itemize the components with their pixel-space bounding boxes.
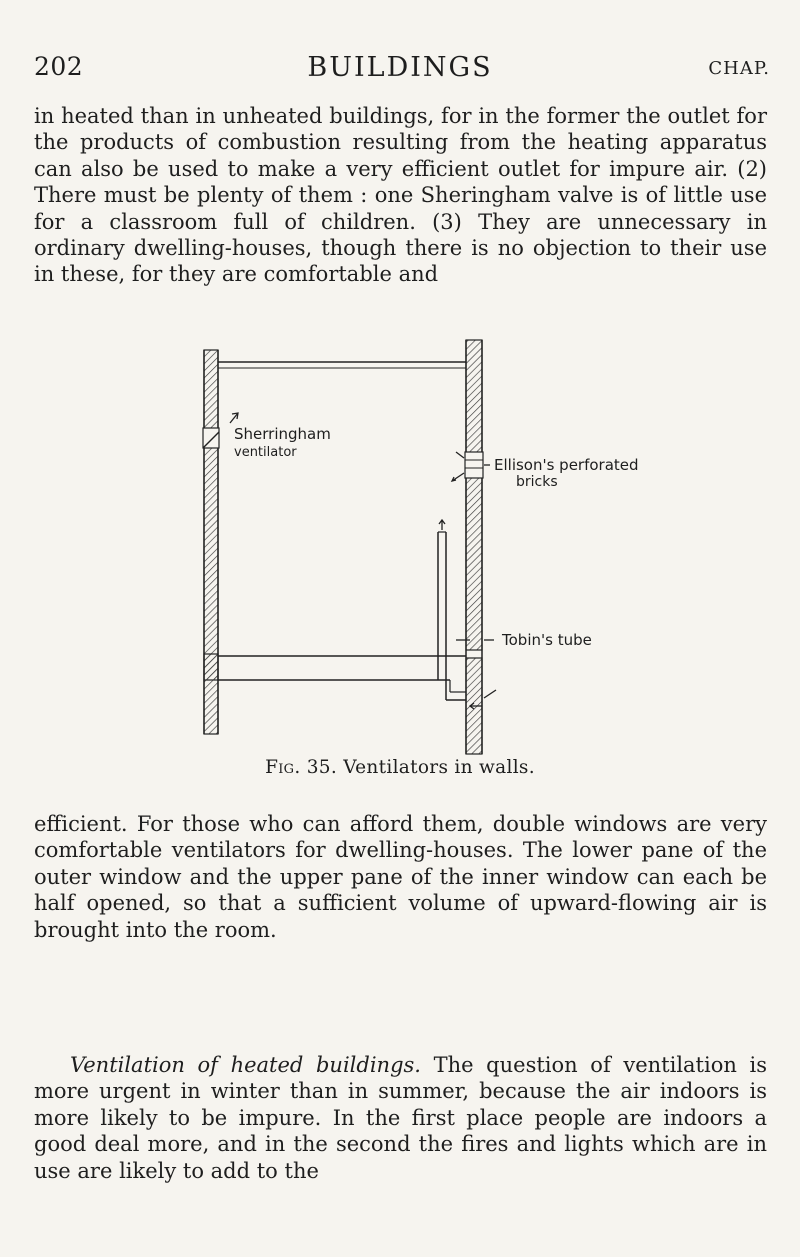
- page-header: [0, 52, 800, 86]
- section-heading: Ventilation of heated buildings.: [70, 1053, 421, 1077]
- figure-caption: [0, 757, 800, 778]
- chapter-mark: CHAP.: [708, 58, 770, 79]
- room-outline: [218, 362, 466, 680]
- paragraph-3-body: The question of ventilation is more urgent in winter than in summer, because the air indoors is more likely to be impure. In the first place people are indoors a good deal more, and in the second the fires and lights which are in use are likely to add to the: [34, 1053, 767, 1183]
- wall-section-drawing: [190, 328, 800, 768]
- paragraph-3: [34, 1052, 767, 1184]
- ventilator-diagram: [190, 328, 800, 768]
- label-ellison-line1: Ellison's perforated: [494, 456, 639, 474]
- ellison-bricks: [465, 452, 483, 478]
- tobins-tube: [438, 532, 466, 700]
- page-number: 202: [34, 52, 84, 81]
- running-title: BUILDINGS: [307, 52, 493, 83]
- paragraph-2: efficient. For those who can afford them, double windows are very comfortable ventilators for dwelling-houses. The lower pane of the outer window and the upper pane of the inner window can each be half opened, so that a sufficient volume of upward-flowing air is brought into the room.: [34, 812, 767, 942]
- label-sheringham-line2: ventilator: [234, 445, 297, 460]
- left-wall: [204, 350, 218, 734]
- paragraph-1: in heated than in unheated buildings, for in the former the outlet for the products of combustion resulting from the heating apparatus can also be used to make a very efficient outlet for impure air. (2) There must be plenty of them : one Sheringham valve is of little use for a classroom full of children. (3) They are unnecessary in ordinary dwelling-houses, though there is no objection to their use in these, for they are comfortable and: [34, 104, 767, 287]
- sheringham-valve-opening: [203, 428, 219, 448]
- label-tobin: Tobin's tube: [502, 631, 592, 649]
- label-ellison-line2: bricks: [516, 474, 558, 490]
- figure-caption-text: Ventilators in walls.: [337, 757, 535, 778]
- figure-number: Fig. 35.: [265, 757, 338, 778]
- right-wall: [466, 340, 482, 754]
- label-sheringham-line1: Sherringham: [234, 425, 331, 443]
